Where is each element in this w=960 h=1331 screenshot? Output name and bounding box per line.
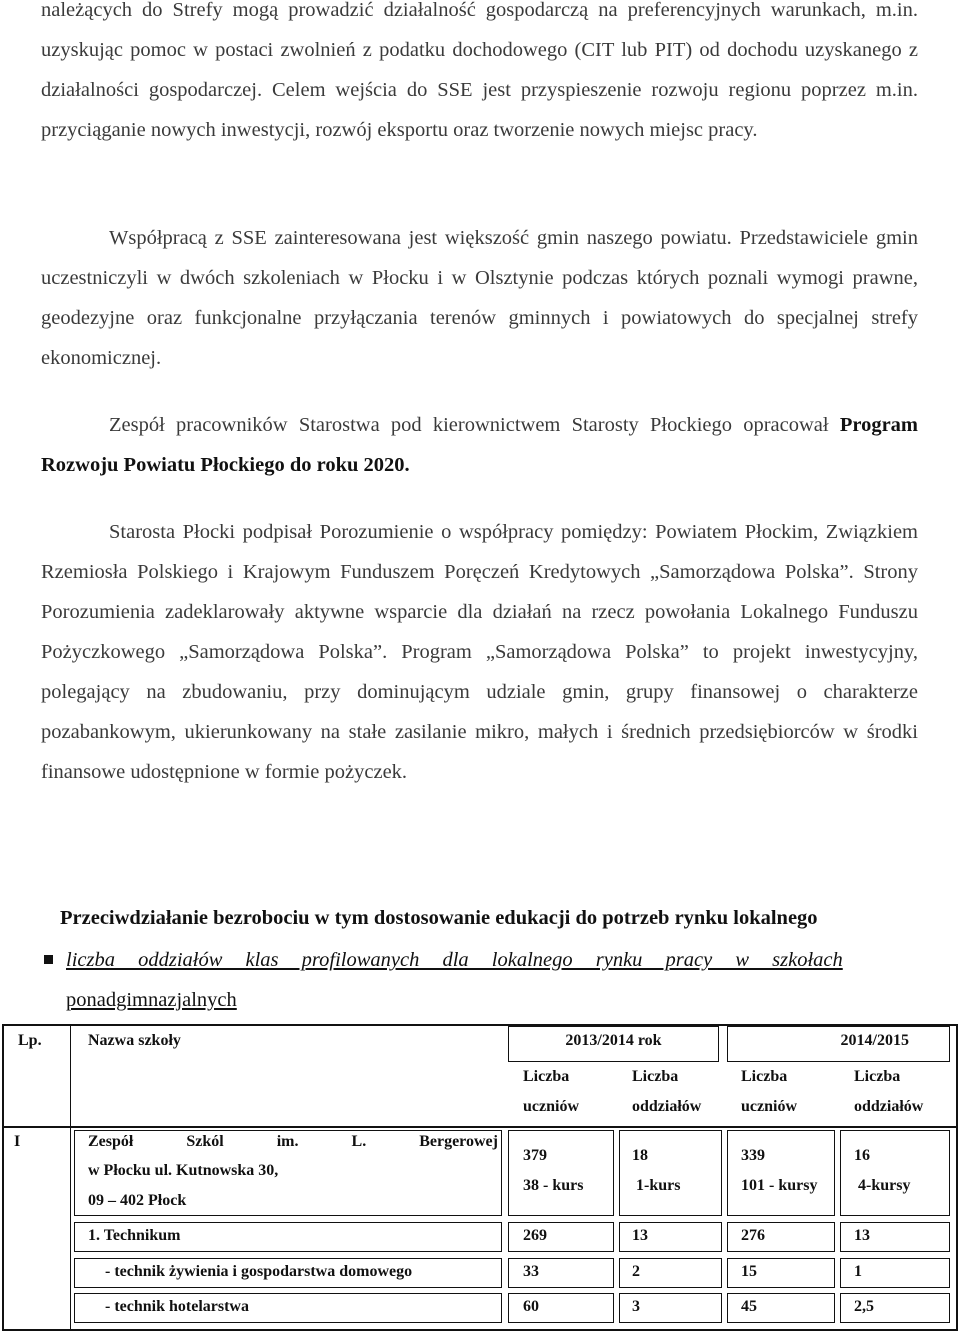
col-separator	[70, 1026, 71, 1329]
school-o2: 16	[854, 1147, 870, 1164]
school-name-word: Bergerowej	[419, 1133, 498, 1150]
row-zywienia-u1: 33	[523, 1263, 539, 1280]
row-technikum-u2: 276	[741, 1227, 765, 1244]
school-u2: 339	[741, 1147, 765, 1164]
school-u1: 379	[523, 1147, 547, 1164]
header-lp: Lp.	[18, 1032, 42, 1049]
header-liczba-1: Liczba	[523, 1068, 570, 1085]
row-hotelarstwa-u1: 60	[523, 1298, 539, 1315]
paragraph-development-program	[41, 405, 918, 485]
row-technikum-o1: 13	[632, 1227, 648, 1244]
school-o1: 18	[632, 1147, 648, 1164]
row-technikum-name: 1. Technikum	[88, 1227, 181, 1244]
program-title: Program Rozwoju Powiatu Płockiego do roku 2020.	[41, 414, 918, 476]
header-liczba-3: Liczba	[741, 1068, 788, 1085]
header-liczba-4: Liczba	[854, 1068, 901, 1085]
row-zywienia-u2: 15	[741, 1263, 757, 1280]
square-bullet-icon	[44, 955, 53, 964]
school-o2-box	[840, 1130, 950, 1216]
paragraph-development-program-text: Zespół pracowników Starostwa pod kierownictwem Starosty Płockiego opracował	[109, 414, 840, 436]
school-postcode: 09 – 402 Płock	[88, 1192, 187, 1209]
school-name-word: Zespół	[88, 1133, 134, 1150]
row-technikum-u1: 269	[523, 1227, 547, 1244]
row-hotelarstwa-u2: 45	[741, 1298, 757, 1315]
school-name-word: Szkól	[186, 1133, 224, 1150]
school-o2-kurs: 4-kursy	[858, 1177, 911, 1194]
row-zywienia-o2: 1	[854, 1263, 862, 1280]
header-uczniow-1: uczniów	[523, 1098, 579, 1115]
bullet-text-line1: liczba oddziałów klas profilowanych dla lokalnego rynku pracy w szkołach	[66, 949, 843, 971]
header-uczniow-2: uczniów	[741, 1098, 797, 1115]
school-u1-kurs: 38 - kurs	[523, 1177, 584, 1194]
school-u1-box	[508, 1130, 614, 1216]
school-o1-kurs: 1-kurs	[636, 1177, 681, 1194]
row-hotelarstwa-name: - technik hotelarstwa	[105, 1298, 249, 1315]
row-zywienia-name: - technik żywienia i gospodarstwa domowego	[105, 1263, 413, 1280]
header-separator	[2, 1126, 958, 1128]
bullet-text-line2: ponadgimnazjalnych	[66, 989, 237, 1011]
paragraph-samorzadowa-polska: Starosta Płocki podpisał Porozumienie o współpracy pomiędzy: Powiatem Płockim, Związkiem Rzemiosła Polskiego i Krajowym Funduszem Poręczeń Kredytowych „Samorządowa Polska”. Strony Porozumienia zadeklarowały aktywne wsparcie dla działań na rzecz powołania Lokalnego Funduszu Pożyczkowego „Samorządowa Polska”. Program „Samorządowa Polska” to projekt inwestycyjny, polegający na zbudowaniu, przy dominującym udziale gmin, grupy finansowej o charakterze pozabankowym, ukierunkowany na stałe zasilanie mikro, małych i średnich przedsiębiorców w środki finansowe udostępnione w formie pożyczek.	[41, 521, 918, 783]
header-liczba-2: Liczba	[632, 1068, 679, 1085]
header-year2: 2014/2015	[840, 1032, 909, 1049]
row-zywienia-o1: 2	[632, 1263, 640, 1280]
section-heading: Przeciwdziałanie bezrobociu w tym dostosowanie edukacji do potrzeb rynku lokalnego	[60, 907, 818, 929]
row-hotelarstwa-o2: 2,5	[854, 1298, 874, 1315]
header-oddzialow-1: oddziałów	[632, 1098, 702, 1115]
paragraph-sse-cooperation: Współpracą z SSE zainteresowana jest większość gmin naszego powiatu. Przedstawiciele gmin uczestniczyli w dwóch szkoleniach w Płocku i w Olsztynie podczas których poznali wymogi prawne, geodezyjne oraz funkcjonalne przyłączania terenów gminnych i powiatowych do specjalnej strefy ekonomicznej.	[41, 227, 918, 369]
school-name-word: L.	[351, 1133, 367, 1150]
bullet-item	[44, 940, 920, 1020]
row-hotelarstwa-o1: 3	[632, 1298, 640, 1315]
school-u2-box	[727, 1130, 835, 1216]
school-o1-box	[619, 1130, 722, 1216]
header-oddzialow-2: oddziałów	[854, 1098, 924, 1115]
school-name-line1	[88, 1133, 498, 1151]
school-u2-kurs: 101 - kursy	[741, 1177, 818, 1194]
header-school-name: Nazwa szkoły	[88, 1032, 181, 1049]
school-name-word: im.	[276, 1133, 299, 1150]
school-lp: I	[14, 1133, 21, 1150]
paragraph-sse-benefits: należących do Strefy mogą prowadzić działalność gospodarczą na preferencyjnych warunkach, m.in. uzyskując pomoc w postaci zwolnień z podatku dochodowego (CIT lub PIT) od dochodu uzyskanego z działalności gospodarczej. Celem wejścia do SSE jest przyspieszenie rozwoju regionu poprzez m.in. przyciąganie nowych inwestycji, rozwój eksportu oraz tworzenie nowych miejsc pracy.	[41, 0, 918, 141]
school-address: w Płocku ul. Kutnowska 30,	[88, 1162, 279, 1179]
row-technikum-o2: 13	[854, 1227, 870, 1244]
header-year1: 2013/2014 rok	[565, 1032, 662, 1049]
